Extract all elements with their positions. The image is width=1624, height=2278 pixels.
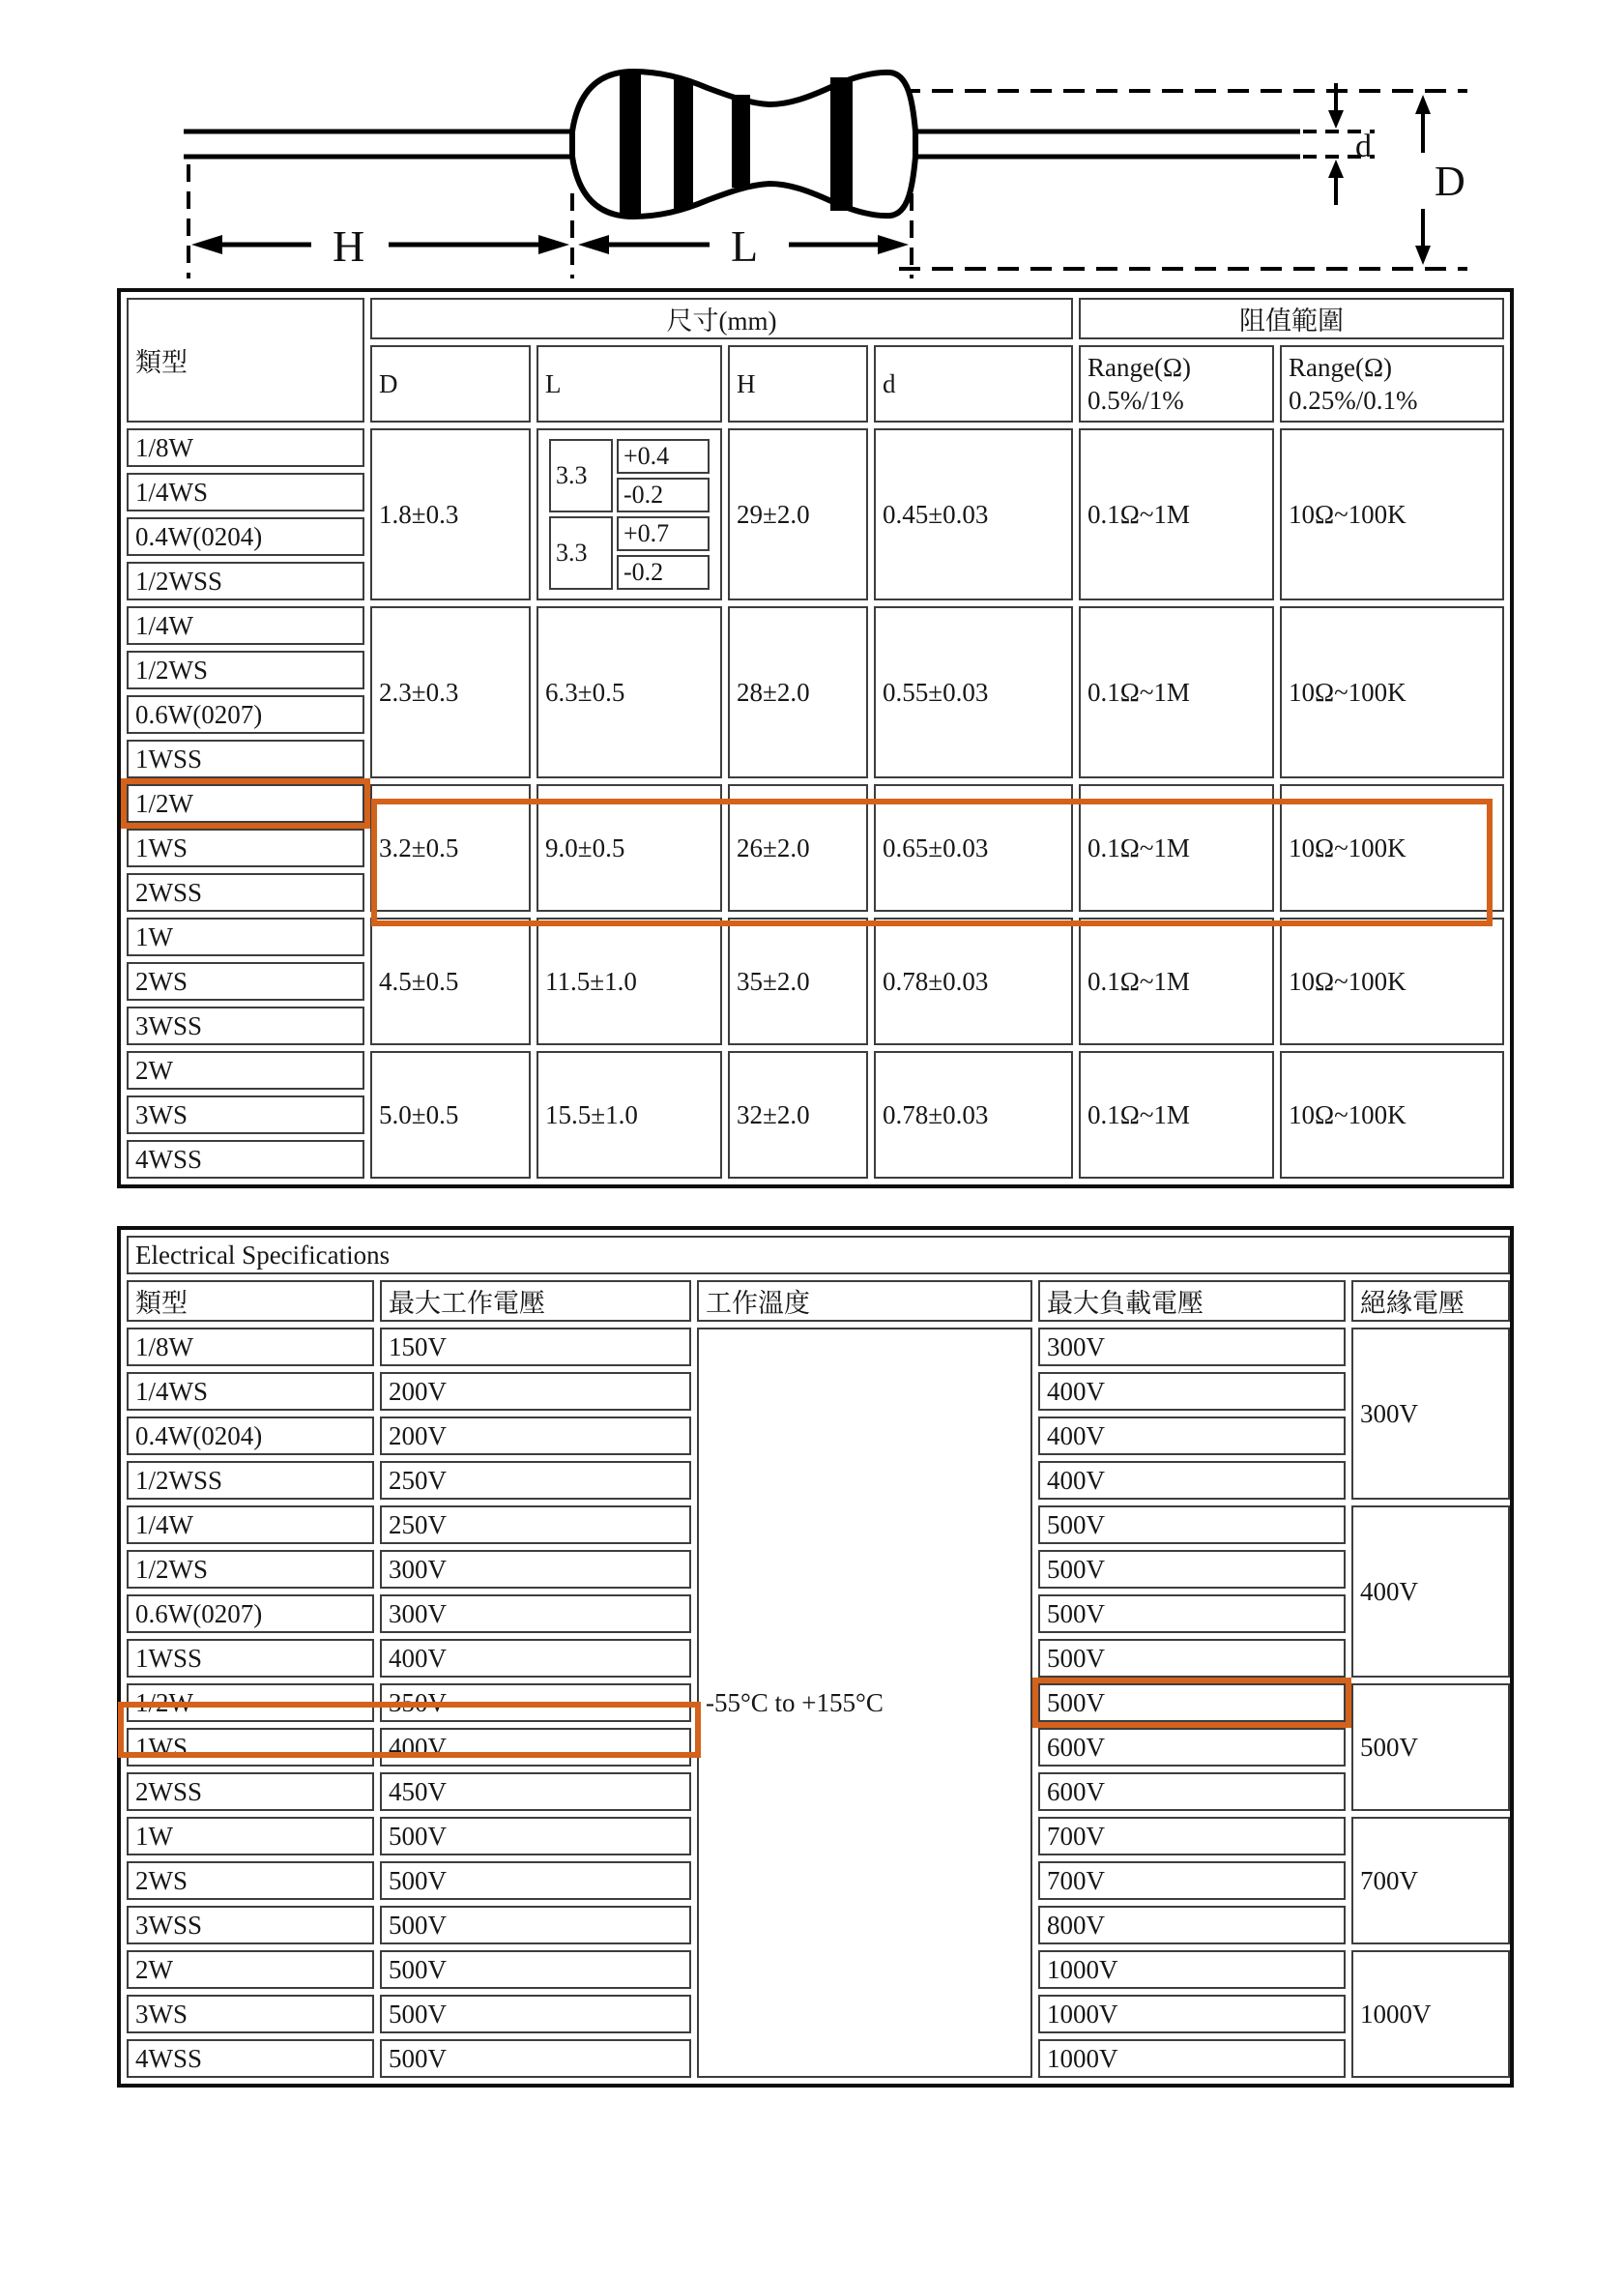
- type-cell: 1/8W: [127, 1328, 374, 1366]
- table-title: Electrical Specifications: [127, 1236, 1510, 1274]
- type-cell: 1WS: [127, 829, 364, 867]
- range1-cell: 0.1Ω~1M: [1079, 606, 1274, 778]
- type-cell: 3WSS: [127, 1906, 374, 1944]
- l-tolerance-minus-cell: -0.2: [617, 555, 710, 590]
- l-tolerance-plus-cell: +0.4: [617, 439, 710, 474]
- type-cell: 1WSS: [127, 1639, 374, 1678]
- overload-voltage-cell: 400V: [1038, 1461, 1346, 1500]
- dim-d-cell: 0.65±0.03: [874, 784, 1073, 912]
- header-operating-temp: 工作溫度: [697, 1280, 1032, 1322]
- body-diameter-dashed-lines: [899, 91, 1467, 269]
- type-cell: 1/4W: [127, 1505, 374, 1544]
- working-voltage-cell: 500V: [380, 1906, 691, 1944]
- working-voltage-cell: 450V: [380, 1772, 691, 1811]
- type-cell: 4WSS: [127, 1140, 364, 1179]
- dim-L-cell: 9.0±0.5: [536, 784, 722, 912]
- range1-cell: 0.1Ω~1M: [1079, 918, 1274, 1045]
- type-cell: 3WSS: [127, 1007, 364, 1045]
- working-voltage-cell: 400V: [380, 1728, 691, 1767]
- overload-voltage-cell: 1000V: [1038, 1950, 1346, 1989]
- overload-voltage-cell: 700V: [1038, 1817, 1346, 1855]
- header-resistance-range: 阻值範圍: [1079, 298, 1504, 339]
- h-dimension-label: H: [333, 221, 365, 271]
- working-voltage-cell: 500V: [380, 1950, 691, 1989]
- dim-D-cell: 2.3±0.3: [370, 606, 531, 778]
- working-voltage-cell: 500V: [380, 1817, 691, 1855]
- type-cell: 1/2WS: [127, 1550, 374, 1589]
- dim-D-cell: 1.8±0.3: [370, 428, 531, 600]
- header-insulation-voltage: 絕緣電壓: [1351, 1280, 1510, 1322]
- type-cell: 1/4WS: [127, 1372, 374, 1411]
- dim-H-cell: 35±2.0: [728, 918, 868, 1045]
- electrical-specifications-table: [117, 1226, 1514, 2088]
- dim-L-cell: 15.5±1.0: [536, 1051, 722, 1179]
- insulation-voltage-cell: 1000V: [1351, 1950, 1510, 2078]
- type-cell: 1W: [127, 918, 364, 956]
- type-cell: 2WSS: [127, 1772, 374, 1811]
- dim-D-cell: 5.0±0.5: [370, 1051, 531, 1179]
- range-unit-label: Range(Ω): [1289, 353, 1393, 382]
- dim-d-cell: 0.78±0.03: [874, 1051, 1073, 1179]
- color-band-icon: [674, 79, 693, 209]
- overload-voltage-cell: 800V: [1038, 1906, 1346, 1944]
- type-cell: 1W: [127, 1817, 374, 1855]
- dim-d-cell: 0.78±0.03: [874, 918, 1073, 1045]
- type-cell: 1/2WSS: [127, 1461, 374, 1500]
- working-voltage-cell: 250V: [380, 1505, 691, 1544]
- working-voltage-cell: 400V: [380, 1639, 691, 1678]
- overload-voltage-cell: 300V: [1038, 1328, 1346, 1366]
- header-type: 類型: [127, 1280, 374, 1322]
- header-D: D: [370, 345, 531, 423]
- range-tolerance-label: 0.5%/1%: [1088, 386, 1184, 415]
- insulation-voltage-cell: 700V: [1351, 1817, 1510, 1944]
- insulation-voltage-cell: 500V: [1351, 1683, 1510, 1811]
- working-voltage-cell: 150V: [380, 1328, 691, 1366]
- header-d: d: [874, 345, 1073, 423]
- type-cell: 3WS: [127, 1095, 364, 1134]
- dim-H-cell: 29±2.0: [728, 428, 868, 600]
- range1-cell: 0.1Ω~1M: [1079, 428, 1274, 600]
- range-tolerance-label: 0.25%/0.1%: [1289, 386, 1418, 415]
- type-cell: 2WS: [127, 1861, 374, 1900]
- header-type: 類型: [127, 298, 364, 423]
- type-cell: 1/2WSS: [127, 562, 364, 600]
- range1-cell: 0.1Ω~1M: [1079, 784, 1274, 912]
- dim-L-cell: 11.5±1.0: [536, 918, 722, 1045]
- overload-voltage-cell: 600V: [1038, 1772, 1346, 1811]
- type-cell: 2W: [127, 1950, 374, 1989]
- range1-cell: 0.1Ω~1M: [1079, 1051, 1274, 1179]
- type-cell: 2W: [127, 1051, 364, 1090]
- overload-voltage-cell: 400V: [1038, 1416, 1346, 1455]
- overload-voltage-cell: 400V: [1038, 1372, 1346, 1411]
- type-cell-highlighted: 1/2W: [127, 1683, 374, 1722]
- type-cell: 2WS: [127, 962, 364, 1001]
- overload-voltage-cell: 700V: [1038, 1861, 1346, 1900]
- dim-d-cell: 0.55±0.03: [874, 606, 1073, 778]
- color-band-icon: [732, 95, 750, 188]
- type-cell: 1/4W: [127, 606, 364, 645]
- header-range-0p25: [1280, 345, 1504, 423]
- resistor-lead-left: [184, 131, 580, 157]
- type-cell: 1/2WS: [127, 651, 364, 689]
- big-d-dimension-label: D: [1435, 158, 1465, 205]
- range2-cell: 10Ω~100K: [1280, 918, 1504, 1045]
- dim-D-cell: 3.2±0.5: [370, 784, 531, 912]
- dimension-table: [117, 288, 1514, 1188]
- overload-voltage-cell: 500V: [1038, 1639, 1346, 1678]
- working-voltage-cell: 500V: [380, 1995, 691, 2033]
- dim-d-cell: 0.45±0.03: [874, 428, 1073, 600]
- dimension-table-grid: [121, 292, 1510, 1184]
- type-cell: 0.6W(0207): [127, 695, 364, 734]
- overload-voltage-cell: 1000V: [1038, 2039, 1346, 2078]
- working-voltage-cell: 200V: [380, 1372, 691, 1411]
- l-value-cell: 3.3: [549, 516, 613, 590]
- l-value-cell: 3.3: [549, 439, 613, 512]
- type-cell: 0.4W(0204): [127, 517, 364, 556]
- h-dimension: [191, 235, 569, 254]
- working-voltage-cell: 200V: [380, 1416, 691, 1455]
- type-cell: 0.6W(0207): [127, 1594, 374, 1633]
- l-dimension-label: L: [731, 221, 759, 271]
- range2-cell: 10Ω~100K: [1280, 784, 1504, 912]
- header-size-mm: 尺寸(mm): [370, 298, 1073, 339]
- type-cell: 1WS: [127, 1728, 374, 1767]
- dim-H-cell: 28±2.0: [728, 606, 868, 778]
- range2-cell: 10Ω~100K: [1280, 1051, 1504, 1179]
- type-cell: 0.4W(0204): [127, 1416, 374, 1455]
- working-voltage-cell: 300V: [380, 1594, 691, 1633]
- range-unit-label: Range(Ω): [1088, 353, 1192, 382]
- dim-L-cell: [536, 428, 722, 600]
- l-tolerance-table: [545, 435, 713, 594]
- color-band-icon: [620, 74, 641, 214]
- operating-temp-cell: -55°C to +155°C: [697, 1328, 1032, 2078]
- overload-voltage-cell-highlighted: 500V: [1038, 1683, 1346, 1722]
- header-range-0p5: [1079, 345, 1274, 423]
- insulation-voltage-cell: 400V: [1351, 1505, 1510, 1678]
- type-cell-highlighted: 1/2W: [127, 784, 364, 823]
- working-voltage-cell: 300V: [380, 1550, 691, 1589]
- type-cell: 3WS: [127, 1995, 374, 2033]
- color-band-icon: [830, 77, 853, 211]
- header-max-working-voltage: 最大工作電壓: [380, 1280, 691, 1322]
- l-tolerance-minus-cell: -0.2: [617, 478, 710, 512]
- l-tolerance-plus-cell: +0.7: [617, 516, 710, 551]
- insulation-voltage-cell: 300V: [1351, 1328, 1510, 1500]
- header-L: L: [536, 345, 722, 423]
- header-H: H: [728, 345, 868, 423]
- overload-voltage-cell: 500V: [1038, 1505, 1346, 1544]
- big-d-dimension-arrows: [1415, 95, 1431, 265]
- overload-voltage-cell: 600V: [1038, 1728, 1346, 1767]
- dim-H-cell: 32±2.0: [728, 1051, 868, 1179]
- resistor-dimension-diagram: [116, 27, 1508, 280]
- range2-cell: 10Ω~100K: [1280, 606, 1504, 778]
- dim-D-cell: 4.5±0.5: [370, 918, 531, 1045]
- type-cell: 1/4WS: [127, 473, 364, 511]
- dim-L-cell: 6.3±0.5: [536, 606, 722, 778]
- working-voltage-cell-highlighted: 350V: [380, 1683, 691, 1722]
- d-dimension-label: d: [1355, 129, 1372, 164]
- range2-cell: 10Ω~100K: [1280, 428, 1504, 600]
- type-cell: 4WSS: [127, 2039, 374, 2078]
- working-voltage-cell: 250V: [380, 1461, 691, 1500]
- header-max-overload-voltage: 最大負載電壓: [1038, 1280, 1346, 1322]
- type-cell: 2WSS: [127, 873, 364, 912]
- dim-H-cell: 26±2.0: [728, 784, 868, 912]
- overload-voltage-cell: 500V: [1038, 1550, 1346, 1589]
- type-cell: 1WSS: [127, 740, 364, 778]
- electrical-specifications-grid: [121, 1230, 1516, 2084]
- d-dimension-arrows: [1328, 83, 1344, 205]
- working-voltage-cell: 500V: [380, 1861, 691, 1900]
- overload-voltage-cell: 500V: [1038, 1594, 1346, 1633]
- type-cell: 1/8W: [127, 428, 364, 467]
- resistor-lead-right: [909, 131, 1300, 157]
- overload-voltage-cell: 1000V: [1038, 1995, 1346, 2033]
- working-voltage-cell: 500V: [380, 2039, 691, 2078]
